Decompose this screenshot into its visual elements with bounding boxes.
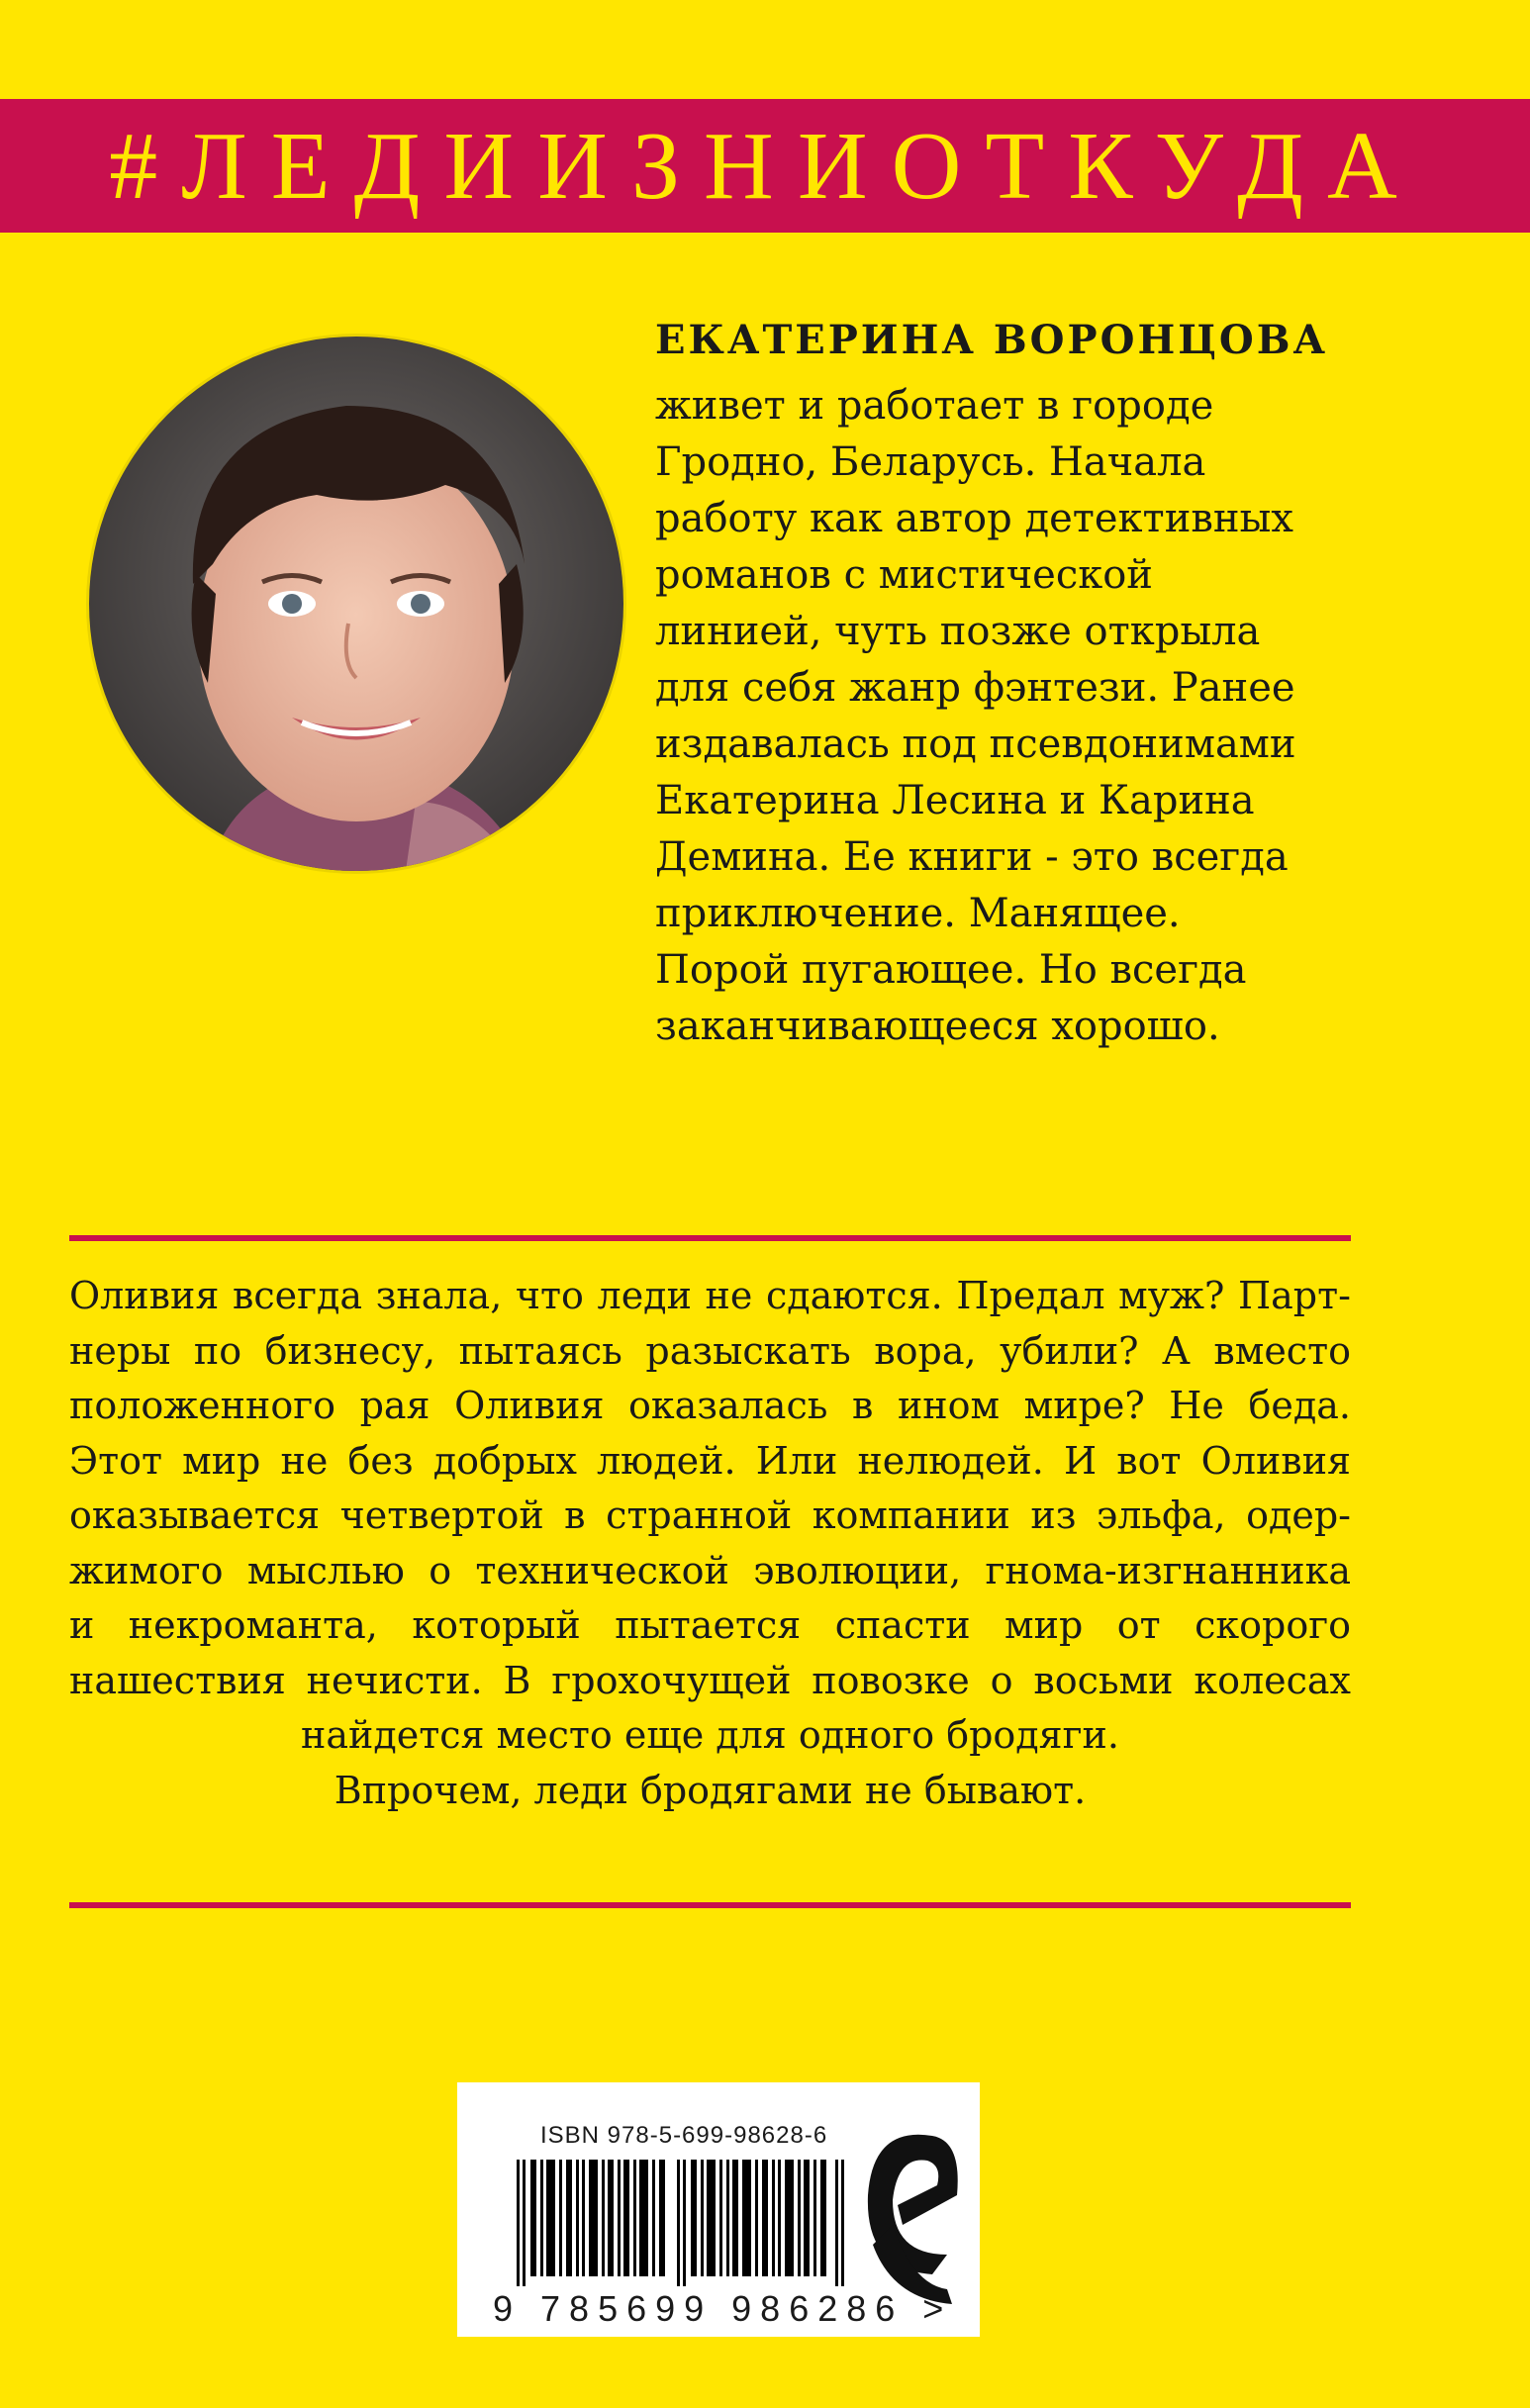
bio-line: издавалась под псевдонимами — [655, 722, 1296, 767]
bio-line: заканчивающееся хорошо. — [655, 1004, 1220, 1049]
author-portrait-photo — [89, 337, 623, 871]
annotation-line: жимого мыслью о технической эволюции, гнома-изгнанника — [69, 1548, 1351, 1592]
annotation-line: оказывается четвертой в странной компании из эльфа, одер- — [69, 1493, 1351, 1537]
top-divider — [69, 1235, 1351, 1241]
annotation-line: Оливия всегда знала, что леди не сдаются. Предал муж? Парт- — [69, 1274, 1351, 1317]
series-hashtag: #ЛЕДИИЗНИОТКУДА — [109, 112, 1421, 220]
annotation-line: нашествия нечисти. В грохочущей повозке о восьми колесах — [69, 1658, 1351, 1702]
annotation-line: положенного рая Оливия оказалась в ином мире? Не беда. — [69, 1384, 1351, 1427]
series-banner — [0, 99, 1530, 233]
author-bio — [655, 378, 1407, 1055]
barcode-digits: 9 785699 986286 > — [493, 2288, 953, 2329]
bio-line: Демина. Ее книги - это всегда — [655, 834, 1289, 880]
annotation-line: и некроманта, который пытается спасти мир от скорого — [69, 1603, 1351, 1647]
annotation-line: найдется место еще для одного бродяги. — [301, 1713, 1119, 1757]
bio-line: для себя жанр фэнтези. Ранее — [655, 665, 1295, 711]
author-photo — [89, 337, 623, 871]
author-name: ЕКАТЕРИНА ВОРОНЦОВА — [655, 317, 1329, 363]
isbn-label: ISBN 978-5-699-98628-6 — [540, 2122, 828, 2149]
bio-line: Порой пугающее. Но всегда — [655, 947, 1247, 993]
book-annotation — [69, 1269, 1351, 1818]
barcode-icon — [517, 2160, 853, 2286]
bio-line: приключение. Манящее. — [655, 891, 1181, 936]
publisher-logo-icon — [853, 2106, 962, 2304]
bio-line: романов с мистической — [655, 552, 1153, 598]
bio-line: Екатерина Лесина и Карина — [655, 778, 1255, 823]
annotation-line: Впрочем, леди бродягами не бывают. — [334, 1768, 1087, 1812]
bio-line: работу как автор детективных — [655, 496, 1293, 541]
annotation-line: неры по бизнесу, пытаясь разыскать вора, убили? А вместо — [69, 1328, 1351, 1373]
bio-line: живет и работает в городе — [655, 383, 1214, 429]
bio-line: линией, чуть позже открыла — [655, 609, 1261, 654]
bottom-divider — [69, 1902, 1351, 1908]
annotation-line: Этот мир не без добрых людей. Или нелюдей. И вот Оливия — [69, 1438, 1351, 1483]
bio-line: Гродно, Беларусь. Начала — [655, 439, 1206, 485]
